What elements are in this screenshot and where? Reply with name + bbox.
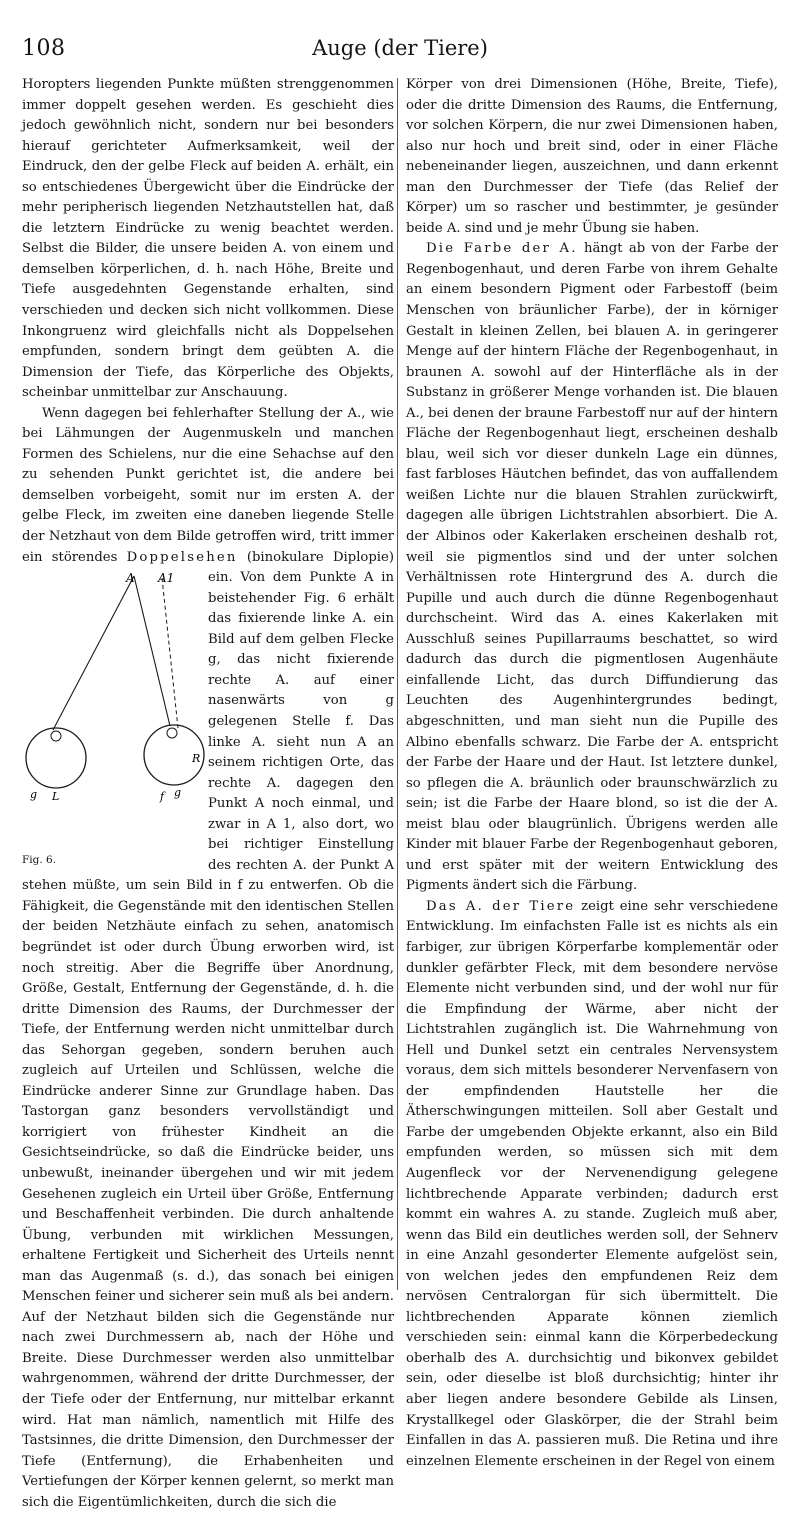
label-g-right: g: [174, 786, 182, 800]
right-visual-axis: [162, 578, 178, 728]
term-farbe-der-augen: Die Farbe der A.: [426, 241, 578, 257]
page-number: 108: [22, 36, 66, 61]
left-visual-axis: [53, 576, 134, 730]
left-eye-lens: [51, 731, 61, 741]
paragraph-horopter: Horopters liegenden Punkte müßten strenggenommen immer doppelt gesehen werden. Es geschieht dies jedoch gewöhnlich nicht, sondern nur bei besonders hierauf gerichteter Aufmerksamkeit, weil der Eindruck, den der gelbe Fleck auf beiden A. erhält, ein so entschiedenes Übergewicht über die Eindrücke der mehr peripherisch liegenden Netzhautstellen hat, daß die letztern Eindrücke zu wenig beachtet werden. Selbst die Bilder, die unsere beiden A. von einem und demselben körperlichen, d. h. nach Höhe, Breite und Tiefe ausgedehnten Gegenstande erhalten, sind verschieden und decken sich nicht vollkommen. Diese Inkongruenz wird gleichfalls nicht als Doppelsehen empfunden, sondern bringt dem geübten A. die Dimension der Tiefe, das Körperliche des Objekts, scheinbar unmittelbar zur Anschauung.: [22, 77, 394, 401]
paragraph-text: Wenn dagegen bei fehlerhafter Stellung der A., wie bei Lähmungen der Augenmuskeln und manchen Formen des Schielens, nur die eine Sehachse auf den zu sehenden Punkt gerichtet ist, die andere bei demselben vorbeigeht, somit nur im ersten A. der gelbe Fleck, im zweiten eine daneben liegende Stelle der Netzhaut von dem Bilde getroffen wird, tritt immer ein störendes: [22, 405, 394, 565]
paragraph-dimensions: Körper von drei Dimensionen (Höhe, Breite, Tiefe), oder die dritte Dimension des Raums, die Entfernung, vor solchen Körpern, die nur zwei Dimensionen haben, also nur hoch und breit sind, oder in einer Fläche nebeneinander liegen, auszeichnen, und dann erkennt man den Durchmesser der Tiefe (das Relief der Körper) um so rascher und bestimmter, je gesünder beide A. sind und je mehr Übung sie haben.: [406, 77, 778, 236]
figure-caption: Fig. 6.: [22, 854, 57, 867]
label-g-left: g: [30, 788, 38, 802]
label-a: A: [126, 571, 135, 586]
paragraph-text: hängt ab von der Farbe der Regenbogenhaut, und deren Farbe von ihrem Gehalte an einem besondern Pigment oder Farbestoff (beim Menschen von bräunlicher Farbe), der in körniger Gestalt in kleinen Zellen, bei blauen A. in geringerer Menge auf der hintern Fläche der Regenbogenhaut, in braunen A. sowohl auf der Hinterfläche als in der Substanz in größerer Menge vorhanden ist. Die blauen A., bei denen der braune Farbestoff nur auf der hintern Fläche der Regenbogenhaut liegt, erscheinen deshalb blau, weil sich vor dieser dunkeln Lage ein dünnes, fast farbloses Häutchen befindet, das von auffallendem weißen Lichte nur die blauen Strahlen zurückwirft, dagegen alle übrigen Lichtstrahlen absorbiert. Die A. der Albinos oder Kakerlaken erscheinen deshalb rot, weil sie pigmentlos sind und der unter solchen Verhältnissen rote Hintergrund des A. durch die Pupille und auch durch die dünne Regenbogenhaut durchscheint. Wird das A. eines Kakerlaken mit Ausschluß seines Pupillarraums beschattet, so wird dadurch das durch die pigmentlosen Augenhäute einfallende Licht, das durch Diffundierung das Leuchten des Augenhintergrundes bedingt, abgeschnitten, und man sieht nun die Pupille des Albino ebenfalls schwarz. Die Farbe der A. entspricht der Farbe der Haare und der Haut. Ist letztere dunkel, so pflegen die A. bräunlich oder braunschwärzlich zu sein; ist die Farbe der Haare blond, so ist die der A. meist blau oder blaugrünlich. Übrigens werden alle Kinder mit blauer Farbe der Regenbogenhaut geboren, und erst später mit der weitern Entwicklung des Pigments ändert sich die Färbung.: [406, 241, 778, 894]
paragraph-text: (binokulare Diplopie) ein. Von dem Punkte A in beistehender Fig. 6 erhält das fixierende linke A. ein Bild auf dem gelben Flecke g, das nicht fixierende rechte A. auf einer nasenwärts von g gelegenen Stelle f. Das linke A. sieht nun A an seinem richtigen Orte, das rechte A. dagegen den Punkt A noch einmal, und zwar in A 1, also dort, wo bei richtiger Einstellung des rechten A. der Punkt A stehen müßte, um sein Bild in f zu entwerfen. Ob die Fähigkeit, die Gegenstände mit den identischen Stellen der beiden Netzhäute einfach zu sehen, anatomisch begründet ist oder durch Übung erworben wird, ist noch streitig. Aber die Begriffe über Anordnung, Größe, Gestalt, Entfernung der Gegenstände, d. h. die dritte Dimension des Raums, der Durchmesser der Tiefe, der Entfernung werden nicht unmittelbar durch das Sehorgan gegeben, sondern beruhen auch zugleich auf Urteilen und Schlüssen, welche die Eindrücke anderer Sinne zur Grundlage haben. Das Tastorgan ganz besonders vervollständigt und korrigiert von frühester Kindheit an die Gesichtseindrücke, so daß die Eindrücke beider, uns unbewußt, ineinander übergehen und wir mit jedem Gesehenen zugleich ein Urteil über Größe, Entfernung und Beschaffenheit verbinden. Die durch anhaltende Übung, verbunden mit wirklichen Messungen, erhaltene Fertigkeit und Sicherheit des Urteils nennt man das Augenmaß (s. d.), das sonach bei einigen Menschen feiner und sicherer sein muß als bei andern. Auf der Netzhaut bilden sich die Gegenstände nur nach zwei Durchmessern ab, nach der Höhe und Breite. Diese Durchmesser werden also unmittelbar wahrgenommen, während der dritte Durchmesser, der der Tiefe oder der Entfernung, nur mittelbar erkannt wird. Hat man nämlich, namentlich mit Hilfe des Tastsinnes, die dritte Dimension, den Durchmesser der Tiefe (Entfernung), die Erhabenheiten und Vertiefungen der Körper kennen gelernt, so merkt man sich die Eigentümlichkeiten, durch die sich die: [22, 549, 394, 1510]
term-auge-der-tiere: Das A. der Tiere: [426, 898, 576, 914]
label-f: f: [160, 790, 165, 804]
right-eye-ray: [134, 576, 170, 726]
left-eye: [26, 728, 86, 788]
binocular-diagram: [22, 570, 201, 850]
column-divider: [397, 78, 398, 1290]
paragraph-doppelsehen: [22, 404, 394, 1513]
page-header: [22, 36, 778, 66]
right-column: [406, 75, 778, 1469]
label-a1: A1: [158, 571, 175, 586]
term-doppelsehen: Doppelsehen: [126, 549, 238, 565]
left-column: [22, 75, 394, 1510]
paragraph-text: zeigt eine sehr verschiedene Entwicklung. Im einfachsten Falle ist es nichts als ein farbiger, zur übrigen Körperfarbe komplementär oder dunkler gefärbter Fleck, mit dem besondere nervöse Elemente nicht verbunden sind, und der wohl nur für die Empfindung der Wärme, aber nicht der Lichtstrahlen zugänglich ist. Die Wahrnehmung von Hell und Dunkel setzt ein centrales Nervensystem voraus, dem sich mittels besonderer Nervenfasern von der empfindenden Hautstelle her die Ätherschwingungen mitteilen. Soll aber Gestalt und Farbe der umgebenden Objekte erkannt, also ein Bild empfunden werden, so müssen sich mit dem Augenfleck vor der Nervenendigung gelegene lichtbrechende Apparate verbinden; dadurch erst kommt ein wahres A. zu stande. Zugleich muß aber, wenn das Bild ein deutliches werden soll, der Sehnerv in eine Anzahl gesonderter Elemente aufgelöst sein, von welchen jedes den empfundenen Reiz dem nervösen Centralorgan für sich übermittelt. Die lichtbrechenden Apparate können ziemlich verschieden sein: einmal kann die Körperbedeckung oberhalb des A. durchsichtig und bikonvex gebildet sein, oder dieselbe ist bloß durchsichtig; hinter ihr aber liegen andere besondere Gebilde als Linsen, Krystallkegel oder Glaskörper, die der Strahl beim Einfallen in das A. passieren muß. Die Retina und ihre einzelnen Elemente erscheinen in der Regel von einem: [406, 898, 778, 1469]
figure-6: [22, 570, 201, 870]
label-r: R: [192, 752, 201, 766]
paragraph-augenfarbe: [406, 239, 778, 897]
paragraph-tierauge: [406, 897, 778, 1472]
right-eye-lens: [167, 728, 177, 738]
running-title: Auge (der Tiere): [312, 36, 488, 60]
label-l: L: [52, 790, 60, 804]
